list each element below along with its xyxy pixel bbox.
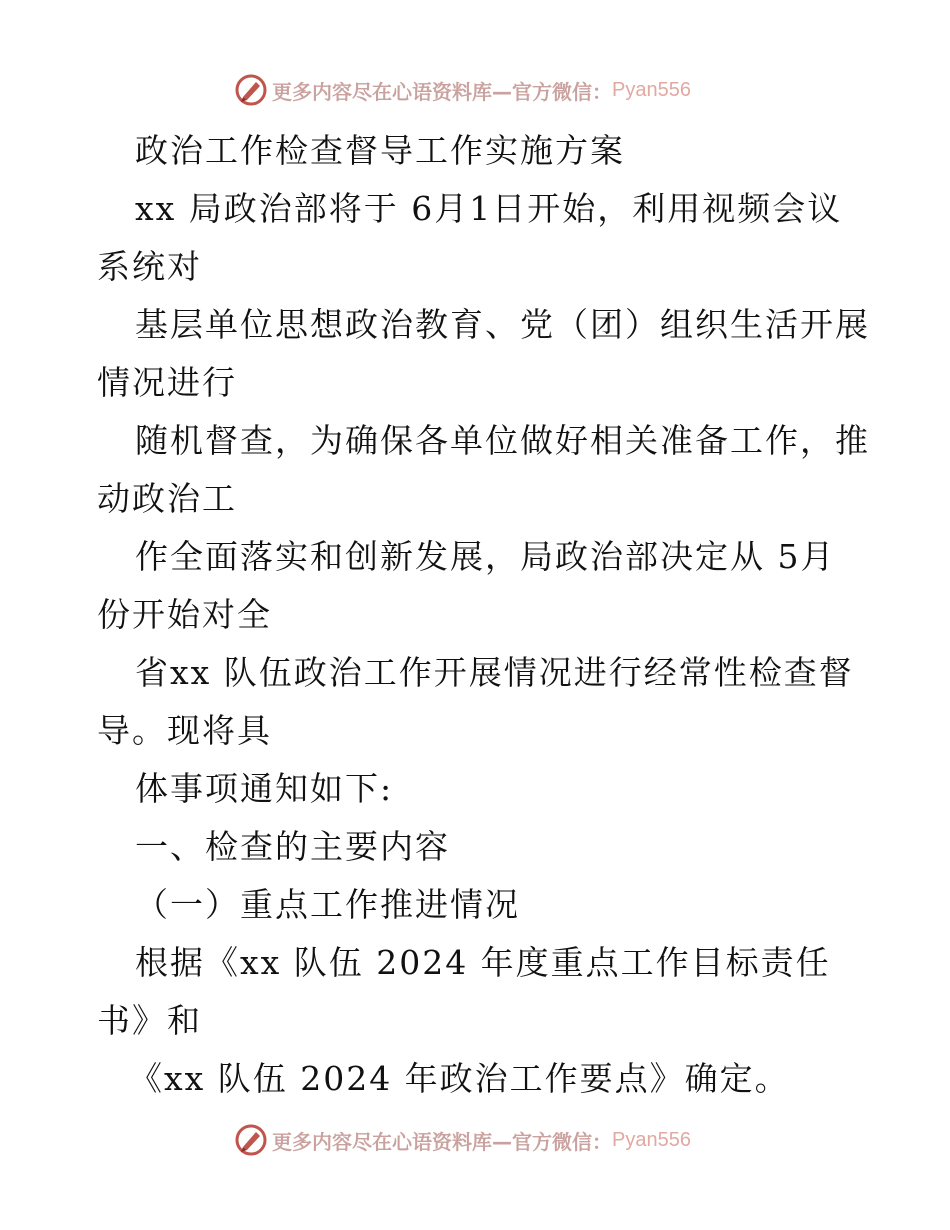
paragraph-line: 基层单位思想政治教育、党（团）组织生活开展 [135,305,870,344]
paragraph-line: 体事项通知如下: [135,769,394,808]
document-title: 政治工作检查督导工作实施方案 [135,131,625,170]
paragraph-line: 份开始对全 [97,595,272,634]
paragraph-line: 随机督查，为确保各单位做好相关准备工作，推 [135,421,870,460]
watermark-handle: Pyan556 [612,1128,691,1151]
watermark-text: 更多内容尽在心语资料库—官方微信： [272,79,612,104]
watermark-handle: Pyan556 [612,78,691,101]
paragraph-line: 根据《xx 队伍 2024 年度重点工作目标责任 [135,943,831,982]
pen-logo-icon [234,1123,268,1157]
paragraph-line: 导。现将具 [97,711,272,750]
watermark-footer [234,1122,691,1158]
watermark-text: 更多内容尽在心语资料库—官方微信： [272,1129,612,1154]
pen-logo-icon [234,73,268,107]
paragraph-line: 省xx 队伍政治工作开展情况进行经常性检查督 [135,653,854,692]
section-heading: 一、检查的主要内容 [135,827,450,866]
paragraph-line: xx 局政治部将于 6月1日开始，利用视频会议 [135,189,843,228]
paragraph-line: 书》和 [97,1001,202,1040]
paragraph-line: 情况进行 [97,363,237,402]
paragraph-line: 系统对 [97,247,202,286]
document-body [97,122,870,1108]
subsection-heading: （一）重点工作推进情况 [135,885,520,924]
paragraph-line: 《xx 队伍 2024 年政治工作要点》确定。 [129,1059,790,1098]
watermark-header [234,72,691,108]
paragraph-line: 动政治工 [97,479,237,518]
paragraph-line: 作全面落实和创新发展，局政治部决定从 5月 [135,537,836,576]
